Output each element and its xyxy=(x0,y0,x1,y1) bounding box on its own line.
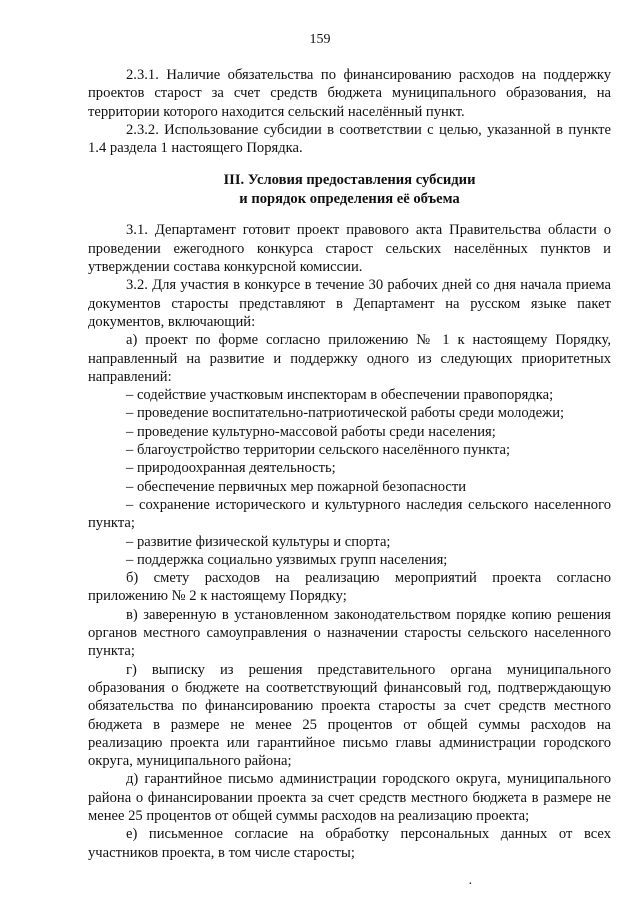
paragraph-2-3-1: 2.3.1. Наличие обязательства по финансированию расходов на поддержку проектов старост за счет средств бюджета муниципального образования, на территории которого находится сельский населённый пункт. xyxy=(88,67,611,120)
section-heading-line-1: III. Условия предоставления субсидии xyxy=(223,172,476,189)
direction-item: – проведение культурно-массовой работы среди населения; xyxy=(126,423,496,440)
direction-item: – содействие участковым инспекторам в обеспечении правопорядка; xyxy=(126,387,554,404)
section-heading-line-2: и порядок определения её объема xyxy=(239,191,460,208)
direction-item: – благоустройство территории сельского населённого пункта; xyxy=(126,442,511,459)
list-item-b: б) смету расходов на реализацию мероприятий проекта согласно приложению № 2 к настоящему Порядку; xyxy=(88,570,611,605)
paragraph-2-3-2: 2.3.2. Использование субсидии в соответствии с целью, указанной в пункте 1.4 раздела 1 настоящего Порядка. xyxy=(88,121,611,157)
list-item-g: г) выписку из решения представительного органа муниципального образования о бюджете на соответствующий финансовый год, подтверждающую обязательства по финансированию проекта старосты за счет средств местного бюджета в размере не менее 25 процентов от общей суммы расходов на реализацию проекта или гарантийное письмо главы администрации городского округа, муниципального района; xyxy=(88,661,611,770)
list-item-a: а) проект по форме согласно приложению № 1 к настоящему Порядку, направленный на развитие и поддержку одного из следующих приоритетных направлений: xyxy=(88,332,611,385)
direction-item: – обеспечение первичных мер пожарной безопасности xyxy=(126,478,467,495)
section-heading xyxy=(88,171,611,209)
list-item-d: д) гарантийное письмо администрации городского округа, муниципального района о финансировании проекта за счет средств местного бюджета в размере не менее 25 процентов от общей суммы расходов на реализацию проекта; xyxy=(88,771,611,824)
direction-item: – развитие физической культуры и спорта; xyxy=(126,533,391,550)
page-number: 159 xyxy=(309,32,331,47)
list-item-v: в) заверенную в установленном законодательством порядке копию решения органов местного самоуправления о назначении старосты сельского населенного пункта; xyxy=(88,606,611,660)
direction-item: – проведение воспитательно-патриотической работы среди молодежи; xyxy=(126,405,565,422)
direction-item: – природоохранная деятельность; xyxy=(126,460,336,477)
list-item-e: е) письменное согласие на обработку персональных данных от всех участников проекта, в том числе старосты; xyxy=(88,826,611,861)
document-body xyxy=(88,66,611,862)
stray-mark: · xyxy=(468,877,473,892)
paragraph-3-1: 3.1. Департамент готовит проект правового акта Правительства области о проведении ежегодного конкурса старост сельских населённых пунктов и утверждении состава конкурсной комиссии. xyxy=(88,222,611,276)
direction-item: – сохранение исторического и культурного наследия сельского населенного пункта; xyxy=(88,496,611,532)
direction-item: – поддержка социально уязвимых групп населения; xyxy=(126,551,448,568)
paragraph-3-2: 3.2. Для участия в конкурсе в течение 30 рабочих дней со дня начала приема документов старосты представляют в Департамент на русском языке пакет документов, включающий: xyxy=(88,277,611,330)
